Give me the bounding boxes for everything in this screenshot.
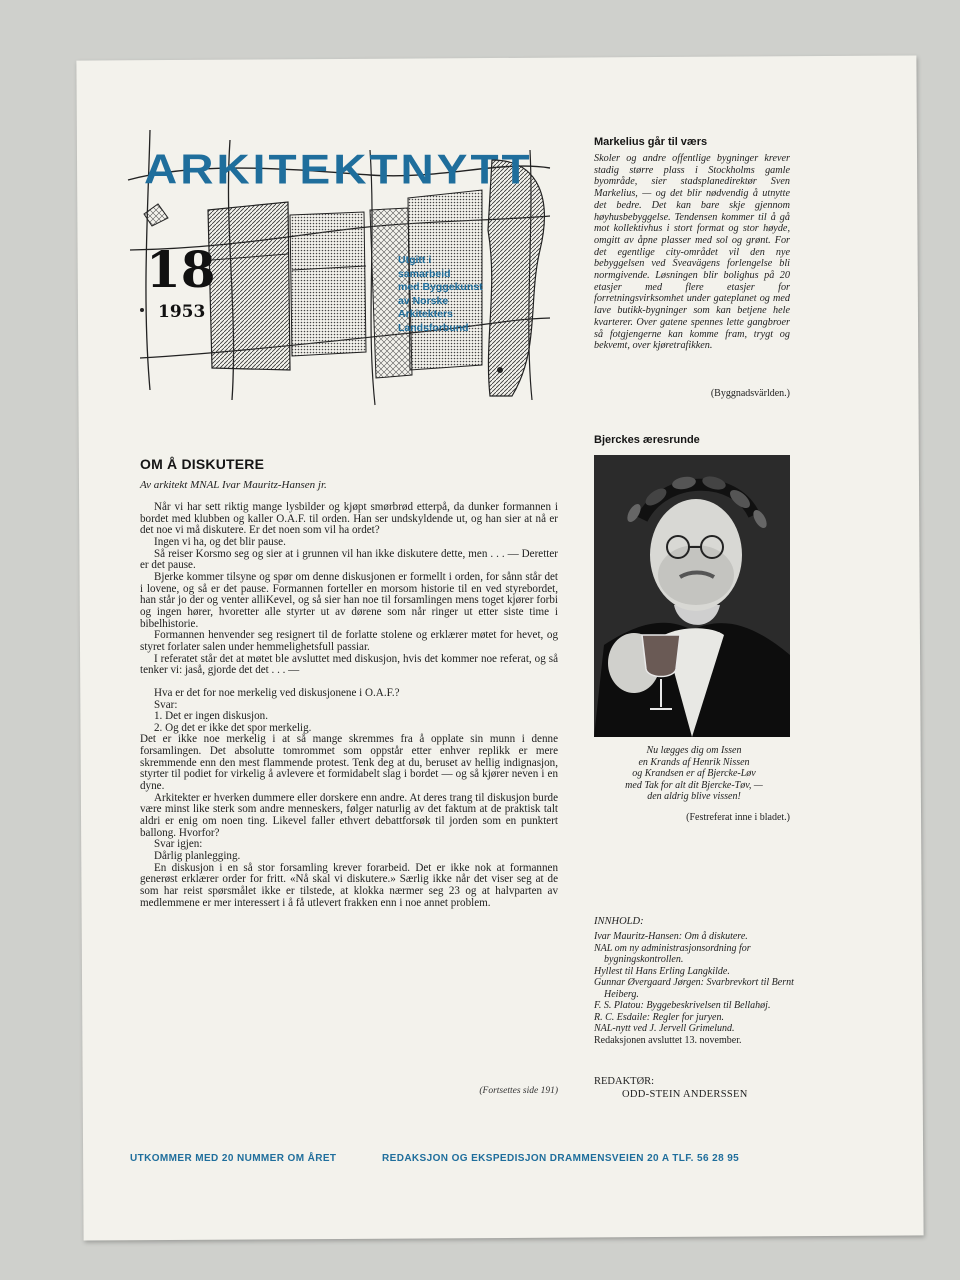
article-paragraph: En diskusjon i en så stor forsamling krever forarbeid. Det er ikke nok at formannen generøst erklærer order for fritt. «Nå skal vi diskutere.» Særlig ikke når det viser seg at de som har reist spørsmålet ikke er tilstede, at klokka nærmer seg 23 og at halvparten av medlemmene er mer interessert i å få utlevert frakken enn i noe annet problem. bbox=[140, 861, 558, 909]
footer-frequency: UTKOMMER MED 20 NUMMER OM ÅRET bbox=[130, 1153, 337, 1164]
article-title: OM Å DISKUTERE bbox=[140, 456, 265, 472]
article-continued: (Fortsettes side 191) bbox=[479, 1086, 558, 1096]
contents-list bbox=[594, 931, 794, 1046]
editor-name: ODD-STEIN ANDERSSEN bbox=[622, 1089, 748, 1100]
masthead bbox=[120, 120, 560, 410]
portrait-image bbox=[594, 455, 790, 737]
contents-item: R. C. Esdaile: Regler for juryen. bbox=[594, 1011, 724, 1023]
photo-caption: Nu lægges dig om Issen en Krands af Henrik Nissen og Krandsen er af Bjercke-Løv med Tak for alt dit Bjercke-Tøv, — den aldrig blive vissen! bbox=[625, 745, 763, 803]
bjercke-photo bbox=[594, 455, 790, 737]
article-paragraph: Bjerke kommer tilsyne og spør om denne diskusjonen er formellt i orden, for sånn står det i lovene, og så er det pause. Formannen forteller en morsom historie til en ved styrebordet, han står jo der og venter alliKevel, og så sier han noe til forsamlingen mens toget kjører forbi og ingen hører, hvoretter alle styrter ut av dørene som når ringer ut etter siste time i bibelhistorie. bbox=[140, 570, 558, 630]
contents-item: F. S. Platou: Byggebeskrivelsen til Bellahøj. bbox=[594, 1000, 771, 1011]
article-paragraph: 2. Og det er ikke det spor merkelig. bbox=[154, 721, 312, 734]
bjercke-heading: Bjerckes æresrunde bbox=[594, 434, 700, 446]
article-paragraph: Arkitekter er hverken dummere eller dorskere enn andre. At deres trang til diskusjon burde være minst like sterk som andre menneskers, følger naturlig av det faktum at de praktisk talt aldri er enig om noen ting. Likevel faller ethvert debattforsøk til jorden som en punktert ballong. Hvorfor? bbox=[140, 791, 558, 839]
article-paragraph: Hva er det for noe merkelig ved diskusjonene i O.A.F.? bbox=[154, 686, 400, 699]
issue-year: 1953 bbox=[158, 302, 206, 322]
article-paragraph: Svar: bbox=[154, 698, 178, 711]
article-byline: Av arkitekt MNAL Ivar Mauritz-Hansen jr. bbox=[140, 479, 327, 491]
issue-number: 18 bbox=[146, 240, 216, 299]
photo-source: (Festreferat inne i bladet.) bbox=[686, 812, 790, 823]
article-paragraph: Så reiser Korsmo seg og sier at i grunnen vil han ikke diskutere dette, men . . . — Deretter er det pause. bbox=[140, 547, 558, 572]
magazine-title: ARKITEKTNYTT bbox=[144, 145, 533, 193]
contents-item: Ivar Mauritz-Hansen: Om å diskutere. bbox=[594, 931, 748, 942]
article-paragraph: Svar igjen: bbox=[154, 838, 203, 851]
contents-item: Gunnar Øvergaard Jørgen: Svarbrevkort til Bernt Heiberg. bbox=[594, 977, 794, 1000]
contents-item: NAL om ny administrasjonsordning for bygningskontrollen. bbox=[594, 942, 751, 965]
markelius-source: (Byggnadsvärlden.) bbox=[710, 388, 790, 399]
publisher-note: Utgitt i samarbeid med Byggekunst av Norske Arkitekters Landsforbund bbox=[398, 254, 483, 334]
contents-item: Redaksjonen avsluttet 13. november. bbox=[594, 1034, 742, 1046]
article-paragraph: I referatet står det at møtet ble avsluttet med diskusjon, hvis det kommer noe referat, og så tenker vi: jaså, gjorde det det . . . — bbox=[140, 652, 558, 677]
footer-address: REDAKSJON OG EKSPEDISJON DRAMMENSVEIEN 20 A TLF. 56 28 95 bbox=[382, 1153, 740, 1164]
article-paragraph: Dårlig planlegging. bbox=[154, 850, 241, 863]
contents-heading: INNHOLD: bbox=[594, 916, 644, 927]
article-paragraph: Formannen henvender seg resignert til de forlatte stolene og erklærer møtet for hevet, og styret forlater salen under hemmelighetsfull passiar. bbox=[140, 629, 558, 653]
article-paragraph: 1. Det er ingen diskusjon. bbox=[154, 710, 269, 723]
article-body bbox=[140, 502, 558, 909]
contents-item: NAL-nytt ved J. Jervell Grimelund. bbox=[594, 1023, 735, 1034]
contents-item: Hyllest til Hans Erling Langkilde. bbox=[594, 965, 730, 977]
markelius-heading: Markelius går til værs bbox=[594, 136, 708, 148]
editor-label: REDAKTØR: bbox=[594, 1076, 655, 1087]
article-paragraph: Når vi har sett riktig mange lysbilder og kjøpt smørbrød etterpå, da dunker formannen i bordet med klubben og kaller O.A.F. til orden. Han ser undskyldende ut, og han sier at nå er det noe vi må diskutere. Er det noen som vil ha ordet? bbox=[140, 501, 558, 537]
article-paragraph: Ingen vi ha, og det blir pause. bbox=[154, 535, 286, 548]
markelius-text: Skoler og andre offentlige bygninger krever stadig større plass i Stockholms gamle byområde, sier stadsplanedirektør Sven Markelius, — og det blir nødvendig å utnytte det bedre. Det kan bare skje gjennom høyhusbebyggelse. Tendensen kommer til å gå mot kollektivhus i stort format og stor høyde, omgitt av åpne plasser med sol og grønt. For det egentlige city-området vil den nye bebyggelsen ved Sveavägens forlengelse bli normgivende. Løsningen blir bolighus på 20 etasjer med flere etasjer for forretningsvirksomhet under gateplanet og med lave butikk-bygninger som kan betjene hele kvarterer. Over gatene spennes lette gangbroer så fotgjengerne kan komme fram, trygt og bekvemt, over kjøretrafikken. bbox=[594, 153, 790, 352]
article-paragraph: Det er ikke noe merkelig i at så mange skremmes fra å opplate sin munn i denne forsamlingen. Det absolutte tomrommet som oppstår etter enhver replikk er mere skremmende enn den mest flammende protest. Tenk deg at du, beruset av hellig indignasjon, styrter til podiet for virkelig å avlevere et formidabelt slag i bordet — og så kjører neven i en dyne. bbox=[140, 733, 558, 793]
